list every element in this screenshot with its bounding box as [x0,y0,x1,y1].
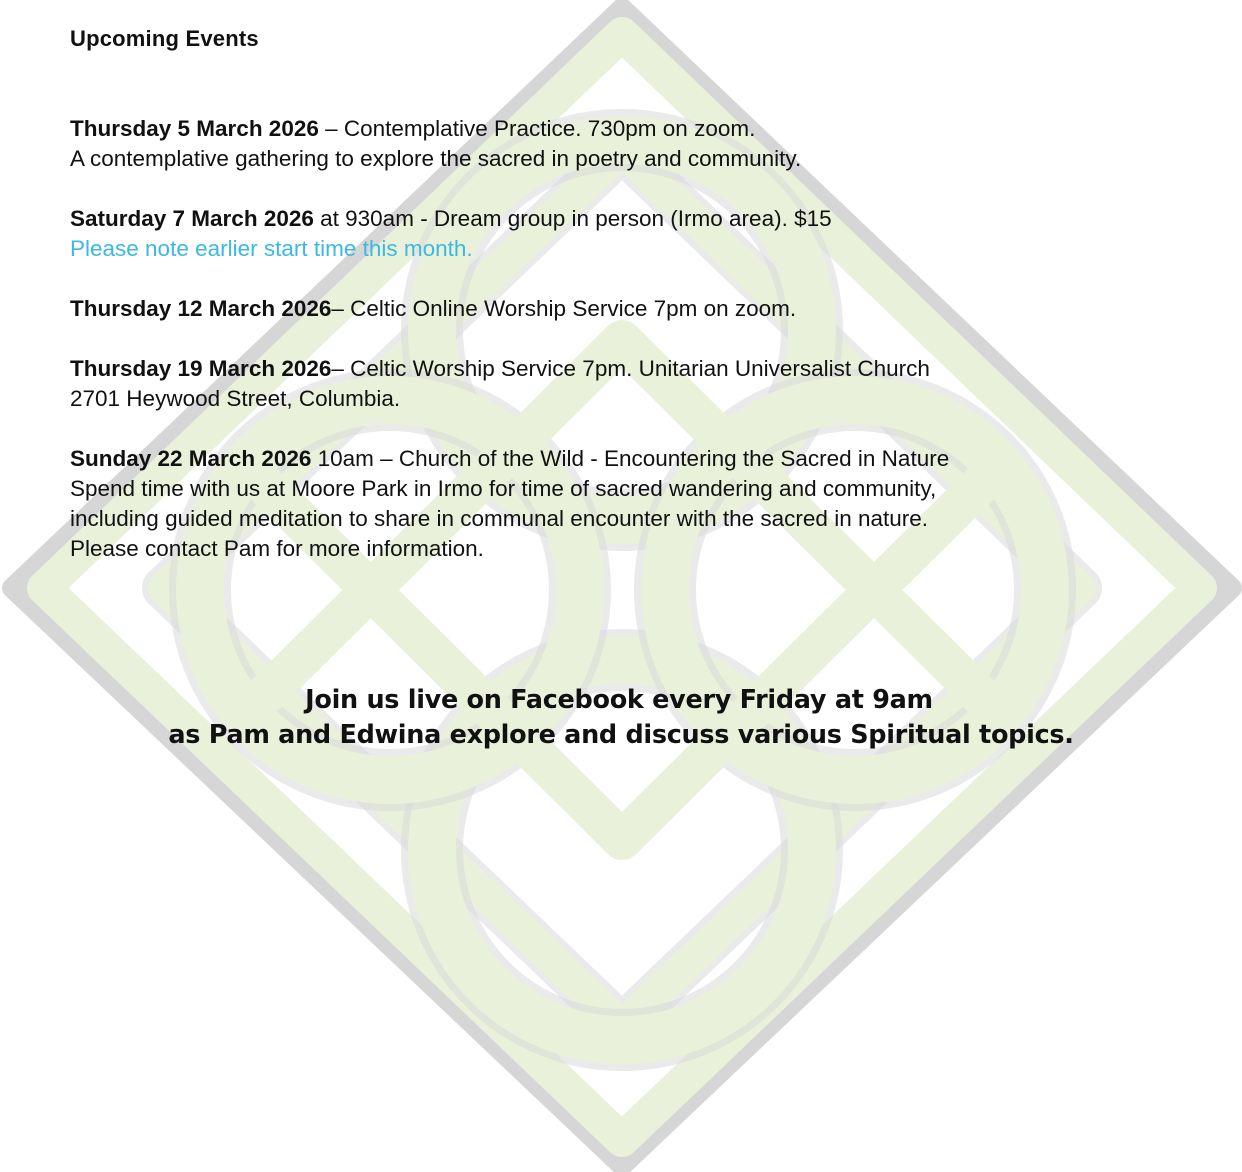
event-text: – Contemplative Practice. 730pm on zoom. [318,116,756,141]
event-text: 2701 Heywood Street, Columbia. [70,386,401,411]
promo-line: as Pam and Edwina explore and discuss various Spiritual topics. [168,720,1074,750]
event-line [70,294,1190,324]
event-text: Please contact Pam for more information. [70,536,484,561]
event-date: Thursday 19 March 2026 [70,356,332,381]
event-text: A contemplative gathering to explore the sacred in poetry and community. [70,146,802,171]
event-date: Thursday 12 March 2026 [70,296,332,321]
event-text: at 930am - Dream group in person (Irmo area). $15 [313,206,832,231]
event-text: 10am – Church of the Wild - Encountering the Sacred in Nature [311,446,950,471]
event-text: – Celtic Worship Service 7pm. Unitarian Universalist Church [331,356,930,381]
event-date: Sunday 22 March 2026 [70,446,312,471]
event-item [70,294,1190,324]
event-line [70,354,1190,384]
event-line [70,204,1190,234]
event-text: Spend time with us at Moore Park in Irmo for time of sacred wandering and community, [70,476,937,501]
event-text: – Celtic Online Worship Service 7pm on zoom. [331,296,797,321]
event-note: Please note earlier start time this month. [70,236,473,261]
promo-line: Join us live on Facebook every Friday at 9am [305,685,933,715]
facebook-live-promo [0,683,1242,753]
event-line [70,444,1190,474]
event-date: Thursday 5 March 2026 [70,116,319,141]
event-text: including guided meditation to share in communal encounter with the sacred in nature. [70,506,929,531]
event-item [70,354,1190,414]
event-date: Saturday 7 March 2026 [70,206,314,231]
event-item [70,114,1190,174]
page-title: Upcoming Events [70,26,259,51]
event-item [70,204,1190,264]
event-item [70,444,1190,564]
event-line [70,114,1190,144]
